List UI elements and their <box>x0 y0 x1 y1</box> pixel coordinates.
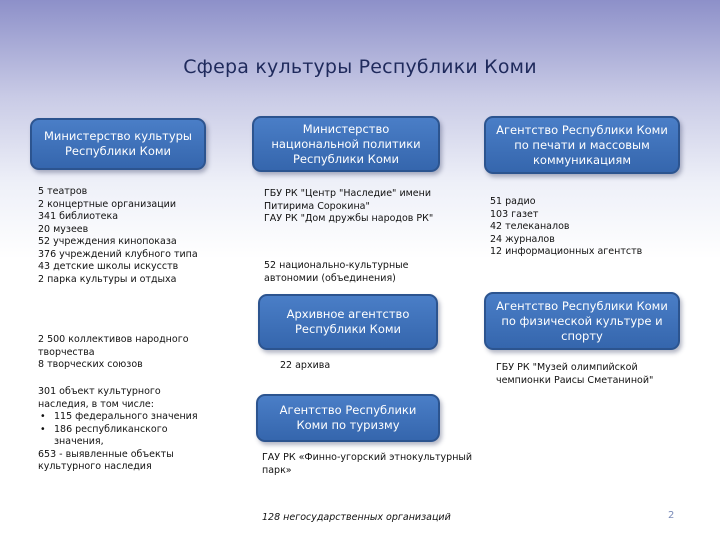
archive-agency-box <box>258 294 438 350</box>
ministry-national-label: Министерство национальной политики Республики Коми <box>271 121 421 166</box>
press-agency-box <box>484 116 680 174</box>
ngo-text: 128 негосударственных организаций <box>262 512 451 523</box>
culture-collectives-text: 2 500 коллективов народного творчества 8 творческих союзов <box>38 334 189 370</box>
tourism-agency-label: Агентство Республики Коми по туризму <box>279 403 417 432</box>
tourism-park-text: ГАУ РК «Финно-угорский этнокультурный парк» <box>262 452 473 476</box>
heritage-list <box>38 411 208 449</box>
archive-agency-label: Архивное агентство Республики Коми <box>286 307 410 336</box>
national-institutions-text: ГБУ РК "Центр "Наследие" имени Питирима Сорокина" ГАУ РК "Дом дружбы народов РК" <box>264 188 434 224</box>
heritage-block <box>38 386 208 474</box>
press-stats-list: 51 радио 103 газет 42 телеканалов 24 журналов 12 информационных агентств <box>490 196 643 257</box>
ministry-national-box <box>252 116 440 172</box>
tourism-agency-box <box>256 394 440 442</box>
heritage-item-federal: • 115 федерального значения <box>38 411 208 424</box>
heritage-item-republic: • 186 республиканского значения, <box>38 424 208 449</box>
page-number: 2 <box>668 510 675 521</box>
sport-agency-box <box>484 292 680 350</box>
ministry-culture-label: Министерство культуры Республики Коми <box>43 129 193 158</box>
sport-museum-text: ГБУ РК "Музей олимпийской чемпионки Раисы Сметаниной" <box>496 362 654 386</box>
heritage-intro: 301 объект культурного наследия, в том числе: <box>38 386 161 410</box>
archive-count-text: 22 архива <box>280 360 331 371</box>
culture-institutions-list: 5 театров 2 концертные организации 341 библиотека 20 музеев 52 учреждения кинопоказа 376 учреждений клубного типа 43 детские школы искусств 2 парка культуры и отдыха <box>38 186 198 285</box>
national-autonomies-text: 52 национально-культурные автономии (объединения) <box>264 260 409 284</box>
press-agency-label: Агентство Республики Коми по печати и массовым коммуникациям <box>496 122 668 167</box>
page-title: Сфера культуры Республики Коми <box>183 56 537 78</box>
sport-agency-label: Агентство Республики Коми по физической культуре и спорту <box>496 298 668 343</box>
ministry-culture-box <box>30 118 206 170</box>
heritage-outro: 653 - выявленные объекты культурного наследия <box>38 448 174 472</box>
